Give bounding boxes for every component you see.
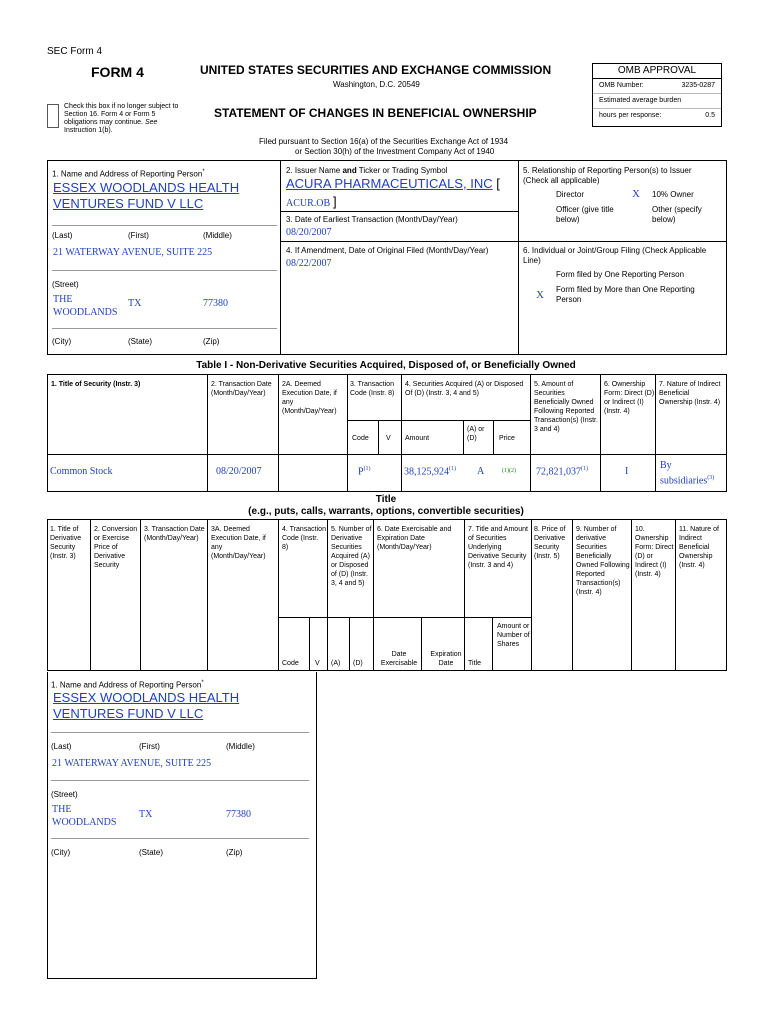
reporting-person-label: 1. Name and Address of Reporting Person* [52, 169, 205, 179]
relationship-label: 5. Relationship of Reporting Person(s) to Issuer (Check all applicable) [523, 166, 692, 185]
reporting-state: TX [128, 298, 142, 309]
t2-code: Code [282, 660, 299, 667]
additional-state-label: (State) [139, 848, 164, 857]
issuer-ticker: ACUR.OB [286, 198, 331, 209]
t1-h5: 5. Amount of Securities Beneficially Owned Following Reported Transaction(s) (Instr. 3 and 4) [534, 381, 598, 433]
additional-city: THE WOODLANDS [52, 804, 117, 828]
t2-date-exercisable: Date Exercisable [380, 651, 418, 667]
t1-row-amount: 38,125,924$^{(1)}$ [404, 466, 456, 478]
t1-row-nature: By subsidiaries$^{(3)}$ [660, 460, 715, 487]
t2-h4: 4. Transaction Code (Instr. 8) [282, 526, 326, 551]
t1-row-form: I [625, 466, 629, 477]
t2-expiration: Expiration Date [430, 651, 462, 667]
t1-amount: Amount [405, 435, 430, 442]
commission-title: UNITED STATES SECURITIES AND EXCHANGE COMMISSION [200, 63, 552, 77]
t2-h8: 8. Price of Derivative Security (Instr. 5) [534, 526, 566, 560]
t1-row-aord: A [477, 466, 485, 477]
issuer-label: 2. Issuer Name and Ticker or Trading Symbol [286, 166, 448, 175]
filed-pursuant-2: or Section 30(h) of the Investment Company Act of 1940 [295, 147, 495, 156]
table1-title: Table I - Non-Derivative Securities Acquired, Disposed of, or Beneficially Owned [196, 360, 576, 371]
additional-middle-label: (Middle) [226, 742, 255, 751]
additional-street: 21 WATERWAY AVENUE, SUITE 225 [52, 758, 212, 769]
amendment-label: 4. If Amendment, Date of Original Filed (Month/Day/Year) [286, 246, 489, 255]
t1-code: Code [352, 435, 369, 442]
omb-hours-label: hours per response: [599, 112, 662, 119]
omb-approval-box [592, 63, 722, 127]
t2-amount-shares: Amount or Number of Shares [497, 623, 530, 648]
t1-h7: 7. Nature of Indirect Beneficial Ownership (Instr. 4) [659, 381, 721, 406]
zip-label: (Zip) [203, 337, 220, 346]
ten-percent-mark: X [632, 188, 640, 200]
additional-first-label: (First) [139, 742, 160, 751]
middle-label: (Middle) [203, 231, 232, 240]
t1-h2a: 2A. Deemed Execution Date, if any (Month/Day/Year) [282, 381, 337, 415]
additional-street-label: (Street) [51, 790, 78, 799]
t2-h2: 2. Conversion or Exercise Price of Derivative Security [94, 526, 138, 569]
earliest-date: 08/20/2007 [286, 227, 332, 238]
additional-city-label: (City) [51, 848, 71, 857]
one-person-label: Form filed by One Reporting Person [556, 270, 685, 279]
t2-h9: 9. Number of derivative Securities Beneficially Owned Following Reported Transaction(s) (Instr. 4) [576, 526, 630, 596]
no-longer-subject-checkbox[interactable] [47, 104, 59, 128]
omb-number: 3235-0287 [681, 82, 715, 89]
t2-a: (A) [331, 660, 341, 667]
t2-h6: 6. Date Exercisable and Expiration Date (Month/Day/Year) [377, 526, 452, 551]
director-label: Director [556, 190, 585, 199]
issuer-ticker-line: ACUR.OB ] [286, 194, 337, 209]
t2-h11: 11. Nature of Indirect Beneficial Ownership (Instr. 4) [679, 526, 719, 569]
amendment-date: 08/22/2007 [286, 258, 332, 269]
state-label: (State) [128, 337, 153, 346]
issuer-name-link[interactable]: ACURA PHARMACEUTICALS, INC [286, 176, 493, 191]
other-label: Other (specify below) [652, 205, 702, 224]
commission-city: Washington, D.C. 20549 [333, 80, 420, 89]
table2-title: Title (e.g., puts, calls, warrants, options, convertible securities) [248, 494, 524, 517]
t2-h5: 5. Number of Derivative Securities Acquired (A) or Disposed of (D) (Instr. 3, 4 and 5) [331, 526, 372, 587]
t2-v: V [315, 660, 320, 667]
additional-zip-label: (Zip) [226, 848, 243, 857]
t1-row-code: $P^{(1)}$ [358, 466, 371, 478]
t1-v: V [386, 435, 391, 442]
t2-h7: 7. Title and Amount of Securities Underlying Derivative Security (Instr. 3 and 4) [468, 526, 528, 569]
t1-price: Price [499, 435, 515, 442]
t1-h3: 3. Transaction Code (Instr. 8) [350, 381, 395, 397]
t2-d: (D) [353, 660, 363, 667]
t1-row-price: (1)(2) [502, 468, 516, 474]
officer-label: Officer (give title below) [556, 205, 614, 224]
omb-title: OMB APPROVAL [593, 64, 721, 79]
checkbox-instruction: Check this box if no longer subject to Section 16. Form 4 or Form 5 obligations may continue. See Instruction 1(b). [64, 103, 179, 134]
reporting-street: 21 WATERWAY AVENUE, SUITE 225 [53, 247, 213, 258]
more-than-one-label: Form filed by More than One Reporting Person [556, 285, 695, 304]
t1-h1: 1. Title of Security (Instr. 3) [51, 381, 141, 388]
t1-row-owned: 72,821,037$^{(1)}$ [536, 466, 588, 478]
omb-hours: 0.5 [705, 112, 715, 119]
earliest-date-label: 3. Date of Earliest Transaction (Month/Day/Year) [286, 215, 458, 224]
omb-burden-label: Estimated average burden [593, 94, 721, 109]
city-label: (City) [52, 337, 72, 346]
reporting-person-name[interactable]: ESSEX WOODLANDS HEALTH VENTURES FUND V LLC [53, 180, 240, 211]
additional-reporting-name[interactable]: ESSEX WOODLANDS HEALTH VENTURES FUND V LLC [53, 690, 240, 721]
t1-h4: 4. Securities Acquired (A) or Disposed Of (D) (Instr. 3, 4 and 5) [405, 381, 524, 397]
form-title: FORM 4 [91, 64, 144, 80]
t2-title: Title [468, 660, 481, 667]
omb-number-label: OMB Number: [599, 82, 644, 89]
t1-row-title: Common Stock [50, 466, 113, 477]
last-label: (Last) [52, 231, 73, 240]
reporting-city: THE WOODLANDS [53, 294, 118, 318]
ten-percent-label: 10% Owner [652, 190, 694, 199]
t1-row-date: 08/20/2007 [216, 466, 262, 477]
joint-filing-label: 6. Individual or Joint/Group Filing (Check Applicable Line) [523, 246, 707, 265]
t2-h1: 1. Title of Derivative Security (Instr. 3) [50, 526, 82, 560]
street-label: (Street) [52, 280, 79, 289]
reporting-zip: 77380 [203, 298, 228, 309]
first-label: (First) [128, 231, 149, 240]
additional-last-label: (Last) [51, 742, 72, 751]
t1-aord: (A) or (D) [467, 426, 485, 442]
additional-state: TX [139, 809, 153, 820]
t2-h3: 3. Transaction Date (Month/Day/Year) [144, 526, 205, 542]
t1-h2: 2. Transaction Date (Month/Day/Year) [211, 381, 272, 397]
sec-form-label: SEC Form 4 [47, 46, 103, 57]
t2-h10: 10. Ownership Form: Direct (D) or Indirect (I) (Instr. 4) [635, 526, 674, 578]
statement-title: STATEMENT OF CHANGES IN BENEFICIAL OWNERSHIP [214, 106, 537, 120]
filed-pursuant-1: Filed pursuant to Section 16(a) of the Securities Exchange Act of 1934 [259, 137, 509, 146]
additional-zip: 77380 [226, 809, 251, 820]
t2-h3a: 3A. Deemed Execution Date, if any (Month/Day/Year) [211, 526, 266, 560]
more-than-one-mark: X [536, 289, 544, 301]
t1-h6: 6. Ownership Form: Direct (D) or Indirect (I) (Instr. 4) [604, 381, 655, 415]
issuer-name-line: ACURA PHARMACEUTICALS, INC [ [286, 176, 500, 191]
additional-reporting-label: 1. Name and Address of Reporting Person* [51, 680, 204, 690]
